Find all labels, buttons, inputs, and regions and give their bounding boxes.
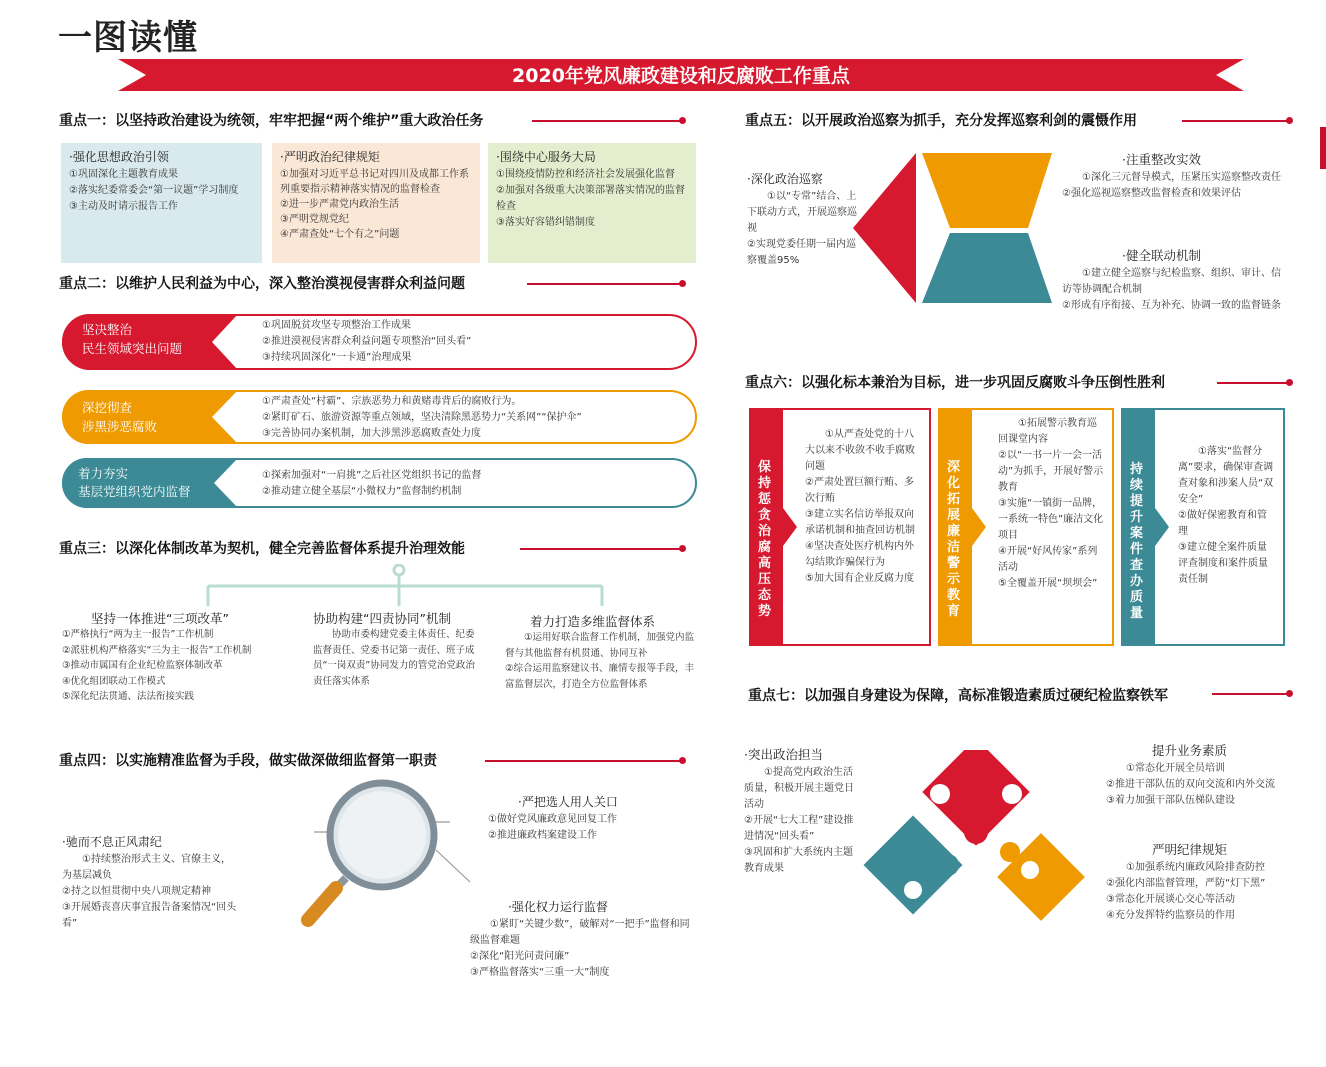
- s6-col-1-label: 保持惩贪治腐高压态势: [758, 460, 772, 619]
- section6-line: [1217, 382, 1287, 384]
- s3-col-3-head: 着力打造多维监督体系: [530, 614, 656, 629]
- s7-left-head: ·突出政治担当: [744, 747, 823, 762]
- s3-col-3-body: ①运用好联合监督工作机制，加强党内监督与其他监督有机贯通、协同互补 ②综合运用监察建议书、廉情专报等手段，丰富监督层次，打造全方位监督体系: [505, 632, 695, 690]
- section7-title: 重点七：以加强自身建设为保障，高标准锻造素质过硬纪检监察铁军: [748, 688, 1168, 704]
- s5-left-body: ①以“专常”结合、上下联动方式，开展巡察巡视 ②实现党委任期一届内巡察覆盖95%: [747, 191, 857, 266]
- s6-col-2-label: 深化拓展廉洁警示教育: [947, 460, 961, 619]
- s4-right-2: [470, 898, 692, 981]
- s3-col-2-body: 协助市委构建党委主体责任、纪委监督责任、党委书记第一责任、班子成员“一岗双责”协同发力的管党治党政治责任落实体系: [313, 629, 475, 687]
- s4-left: [62, 833, 237, 932]
- s1-box-2-body: ①加强对习近平总书记对四川及成都工作系列重要指示精神落实情况的监督检查 ②进一步严肃党内政治生活 ③严明党规党纪 ④严肃查处“七个有之”问题: [280, 169, 469, 240]
- s5-right-2: [1062, 246, 1290, 314]
- s3-col-2-head: 协助构建“四责协同”机制: [313, 611, 451, 626]
- right-edge-marker: [1320, 127, 1326, 169]
- s4-right-1: [488, 793, 688, 844]
- section2-title: 重点二：以维护人民利益为中心，深入整治漠视侵害群众利益问题: [59, 276, 465, 292]
- s1-box-1: [61, 143, 262, 263]
- s6-col-3-label: 持续提升案件查办质量: [1130, 462, 1144, 621]
- s2-row-3-label-2: 基层党组织党内监督: [78, 484, 191, 499]
- s7-right-1-body: ①常态化开展全员培训 ②推进干部队伍的双向交流和内外交流 ③着力加强干部队伍梯队建设: [1106, 763, 1275, 806]
- section1-line: [532, 120, 680, 122]
- section5-title: 重点五：以开展政治巡察为抓手，充分发挥巡察利剑的震慑作用: [745, 113, 1137, 129]
- section4-dot: [679, 757, 686, 764]
- s2-row-1-label-2: 民生领域突出问题: [82, 341, 183, 356]
- s4-left-head: ·驰而不息正风肃纪: [62, 835, 162, 849]
- section2-line: [527, 283, 680, 285]
- s7-right-2-head: 严明纪律规矩: [1152, 842, 1228, 857]
- section7-dot: [1286, 690, 1293, 697]
- s1-box-3: [488, 143, 696, 263]
- s4-right-2-head: ·强化权力运行监督: [508, 900, 608, 914]
- s2-row-2-body: ①严肃查处“村霸”、宗族恶势力和黄赌毒背后的腐败行为。 ②紧盯矿石、旅游资源等重点领域，坚决清除黑恶势力“关系网”“保护伞” ③完善协同办案机制，加大涉黑涉恶腐败查处力度: [262, 396, 582, 439]
- s5-right-1-body: ①深化三元督导模式，压紧压实巡察整改责任 ②强化巡视巡察整改监督检查和效果评估: [1062, 172, 1281, 199]
- s6-col-3-body: ①落实“监督分离”要求，确保审查调查对象和涉案人员“双安全” ②做好保密教育和管理 ③建立健全案件质量评查制度和案件质量责任制: [1178, 446, 1274, 585]
- s2-row-3-label-1: 着力夯实: [78, 466, 129, 481]
- s5-right-2-head: ·健全联动机制: [1122, 248, 1201, 263]
- s3-col-1-body: ①严格执行“两为主一报告”工作机制 ②派驻机构严格落实“三为主一报告”工作机制 ③推动市属国有企业纪检监察体制改革 ④优化组团联动工作模式 ⑤深化纪法贯通、法法衔接实践: [62, 629, 252, 702]
- s2-row-2-label: [82, 398, 157, 436]
- s7-left-body: ①提高党内政治生活质量，积极开展主题党日活动 ②开展“七大工程”建设推进情况“回头看” ③巩固和扩大系统内主题教育成果: [744, 767, 854, 874]
- s5-left-head: ·深化政治巡察: [747, 172, 823, 186]
- s6-col-2-tab: [938, 408, 988, 646]
- s7-left: [744, 745, 854, 877]
- s7-right-1: [1106, 741, 1291, 809]
- section3-title: 重点三：以深化体制改革为契机，健全完善监督体系提升治理效能: [59, 541, 465, 557]
- s1-box-2: [272, 143, 480, 263]
- s1-box-1-head: ·强化思想政治引领: [69, 150, 169, 164]
- s7-right-1-head: 提升业务素质: [1152, 743, 1228, 758]
- s5-right-2-body: ①建立健全巡察与纪检监察、组织、审计、信访等协调配合机制 ②形成有序衔接、互为补充、协调一致的监督链条: [1062, 268, 1281, 311]
- section5-line: [1182, 120, 1287, 122]
- page-title: 一图读懂: [58, 18, 198, 58]
- s2-row-1-label: [82, 320, 182, 358]
- section3-line: [520, 548, 680, 550]
- section4-title: 重点四：以实施精准监督为手段，做实做深做细监督第一职责: [59, 753, 437, 769]
- s5-right-1: [1062, 150, 1290, 202]
- s6-col-1-tab: [749, 408, 799, 646]
- section4-line: [485, 760, 680, 762]
- s4-right-2-body: ①紧盯“关键少数”，破解对“一把手”监督和同级监督难题 ②深化“阳光问责问廉” ③严格监督落实“三重一大”制度: [470, 919, 690, 978]
- s2-row-2-label-2: 涉黑涉恶腐败: [82, 419, 158, 434]
- s4-right-1-body: ①做好党风廉政意见回复工作 ②推进廉政档案建设工作: [488, 814, 617, 841]
- s1-box-3-body: ①围绕疫情防控和经济社会发展强化监督 ②加强对各级重大决策部署落实情况的监督检查 ③落实好容错纠错制度: [496, 169, 685, 228]
- s4-left-body: ①持续整治形式主义、官僚主义，为基层减负 ②持之以恒贯彻中央八项规定精神 ③开展婚丧喜庆事宜报告备案情况“回头看”: [62, 854, 237, 929]
- s7-right-2-body: ①加强系统内廉政风险排查防控 ②强化内部监督管理，严防“灯下黑” ③常态化开展谈心交心等活动 ④充分发挥特约监察员的作用: [1106, 862, 1266, 921]
- section3-dot: [679, 545, 686, 552]
- s2-row-3-label: [78, 465, 191, 501]
- s1-box-1-body: ①巩固深化主题教育成果 ②落实纪委常委会“第一议题”学习制度 ③主动及时请示报告工作: [69, 169, 239, 212]
- s2-row-2-label-1: 深挖彻查: [82, 400, 133, 415]
- s6-col-3-tab: [1121, 408, 1171, 646]
- s3-connector: [200, 564, 610, 608]
- section1-title: 重点一：以坚持政治建设为统领，牢牢把握“两个维护”重大政治任务: [59, 113, 484, 129]
- s2-row-3-body: ①探索加强对“一肩挑”之后社区党组织书记的监督 ②推动建立健全基层“小微权力”监督制约机制: [262, 470, 482, 497]
- banner-title: 2020年党风廉政建设和反腐败工作重点: [512, 65, 850, 87]
- cube-graphic: [852, 150, 1062, 308]
- s2-row-1-body: ①巩固脱贫攻坚专项整治工作成果 ②推进漠视侵害群众利益问题专项整治“回头看” ③持续巩固深化“一卡通”治理成果: [262, 320, 472, 363]
- section5-dot: [1286, 117, 1293, 124]
- s6-col-1-body: ①从严查处党的十八大以来不收敛不收手腐败问题 ②严肃处置巨额行贿、多次行贿 ③建立实名信访举报双向承诺机制和抽查回访机制 ④坚决查处医疗机构内外勾结欺诈骗保行为 ⑤加大国有企业反腐力度: [805, 429, 915, 584]
- s1-box-3-head: ·围绕中心服务大局: [496, 150, 596, 164]
- puzzle-graphic: [860, 750, 1100, 950]
- s5-right-1-head: ·注重整改实效: [1122, 152, 1201, 167]
- section6-dot: [1286, 379, 1293, 386]
- s7-right-2: [1106, 840, 1291, 924]
- section6-title: 重点六：以强化标本兼治为目标，进一步巩固反腐败斗争压倒性胜利: [745, 375, 1165, 391]
- section2-dot: [679, 280, 686, 287]
- s3-col-1-head: 坚持一体推进“三项改革”: [91, 611, 229, 626]
- s1-box-2-head: ·严明政治纪律规矩: [280, 150, 380, 164]
- section1-dot: [679, 117, 686, 124]
- s6-col-2-body: ①拓展警示教育巡回课堂内容 ②以“一书一片一会一活动”为抓手，开展好警示教育 ③实施“一镇街一品牌，一系统一特色”廉洁文化项目 ④开展“好风传家”系列活动 ⑤全覆盖开展“坝坝会”: [998, 418, 1104, 589]
- section7-line: [1212, 693, 1287, 695]
- s4-right-1-head: ·严把选人用人关口: [518, 795, 618, 809]
- s2-row-1-label-1: 坚决整治: [82, 322, 133, 337]
- s5-left: [747, 170, 857, 269]
